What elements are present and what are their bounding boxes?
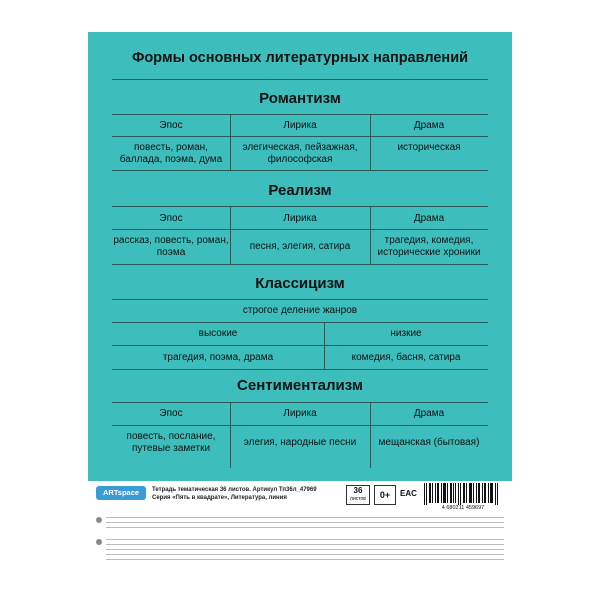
divider xyxy=(112,345,488,346)
column-divider xyxy=(230,402,231,468)
table-header: Лирика xyxy=(283,120,317,131)
notebook-cover xyxy=(88,32,512,573)
table-header: Драма xyxy=(413,120,445,131)
column-divider xyxy=(324,322,325,369)
table-cell: мещанская (бытовая) xyxy=(378,437,480,448)
table-header: Драма xyxy=(413,213,445,224)
divider xyxy=(112,170,488,171)
product-line: Тетрадь тематическая 36 листов. Артикул Тп36л_47969 xyxy=(152,487,317,493)
divider xyxy=(112,402,488,403)
column-divider xyxy=(370,402,371,468)
brand-logo: ARTspace xyxy=(96,486,146,500)
info-mark-icon xyxy=(96,539,102,545)
divider xyxy=(112,114,488,115)
table-cell: историческая xyxy=(397,142,461,153)
fine-print-block xyxy=(106,515,504,535)
divider xyxy=(112,79,488,80)
table-cell: повесть, роман, баллада, поэма, дума xyxy=(119,142,223,165)
table-header: Эпос xyxy=(159,408,183,419)
table-header: высокие xyxy=(198,328,238,339)
table-cell: элегическая, пейзажная, философская xyxy=(242,142,358,165)
table-header: Драма xyxy=(413,408,445,419)
table-header: Лирика xyxy=(283,408,317,419)
divider xyxy=(112,322,488,323)
section-title-realism: Реализм xyxy=(268,182,332,199)
table-cell: комедия, басня, сатира xyxy=(351,352,461,363)
sheets-number: 36 xyxy=(353,486,363,495)
table-cell: трагедия, комедия, исторические хроники xyxy=(377,235,481,258)
info-mark-icon xyxy=(96,517,102,523)
divider xyxy=(112,136,488,137)
table-cell: рассказ, повесть, роман, поэма xyxy=(113,235,229,258)
column-divider xyxy=(370,114,371,170)
column-divider xyxy=(370,206,371,264)
footer-panel xyxy=(88,481,512,573)
column-divider xyxy=(230,206,231,264)
section-title-sentimentalism: Сентиментализм xyxy=(237,377,363,394)
table-cell: трагедия, поэма, драма xyxy=(162,352,274,363)
sheets-label: листов xyxy=(350,496,366,502)
age-badge: 0+ xyxy=(374,485,396,505)
table-cell: строгое деление жанров xyxy=(242,305,358,316)
fine-print-block xyxy=(106,537,504,567)
barcode-number: 4 680211 459697 xyxy=(441,505,485,511)
sheets-badge xyxy=(346,485,370,505)
page-title: Формы основных литературных направлений xyxy=(131,50,469,66)
table-header: низкие xyxy=(390,328,422,339)
divider xyxy=(112,229,488,230)
table-cell: элегия, народные песни xyxy=(243,437,357,448)
section-title-classicism: Классицизм xyxy=(255,275,345,292)
table-header: Лирика xyxy=(283,213,317,224)
series-line: Серия «Пять в квадрате», Литература, линия xyxy=(152,495,287,501)
divider xyxy=(112,425,488,426)
divider xyxy=(112,206,488,207)
table-cell: повесть, послание, путевые заметки xyxy=(126,431,216,454)
divider xyxy=(112,264,488,265)
column-divider xyxy=(230,114,231,170)
barcode-icon xyxy=(422,483,504,505)
eac-mark: EAC xyxy=(400,489,417,498)
divider xyxy=(112,299,488,300)
divider xyxy=(112,369,488,370)
table-cell: песня, элегия, сатира xyxy=(249,241,351,252)
table-header: Эпос xyxy=(159,120,183,131)
section-title-romanticism: Романтизм xyxy=(259,90,341,107)
table-header: Эпос xyxy=(159,213,183,224)
